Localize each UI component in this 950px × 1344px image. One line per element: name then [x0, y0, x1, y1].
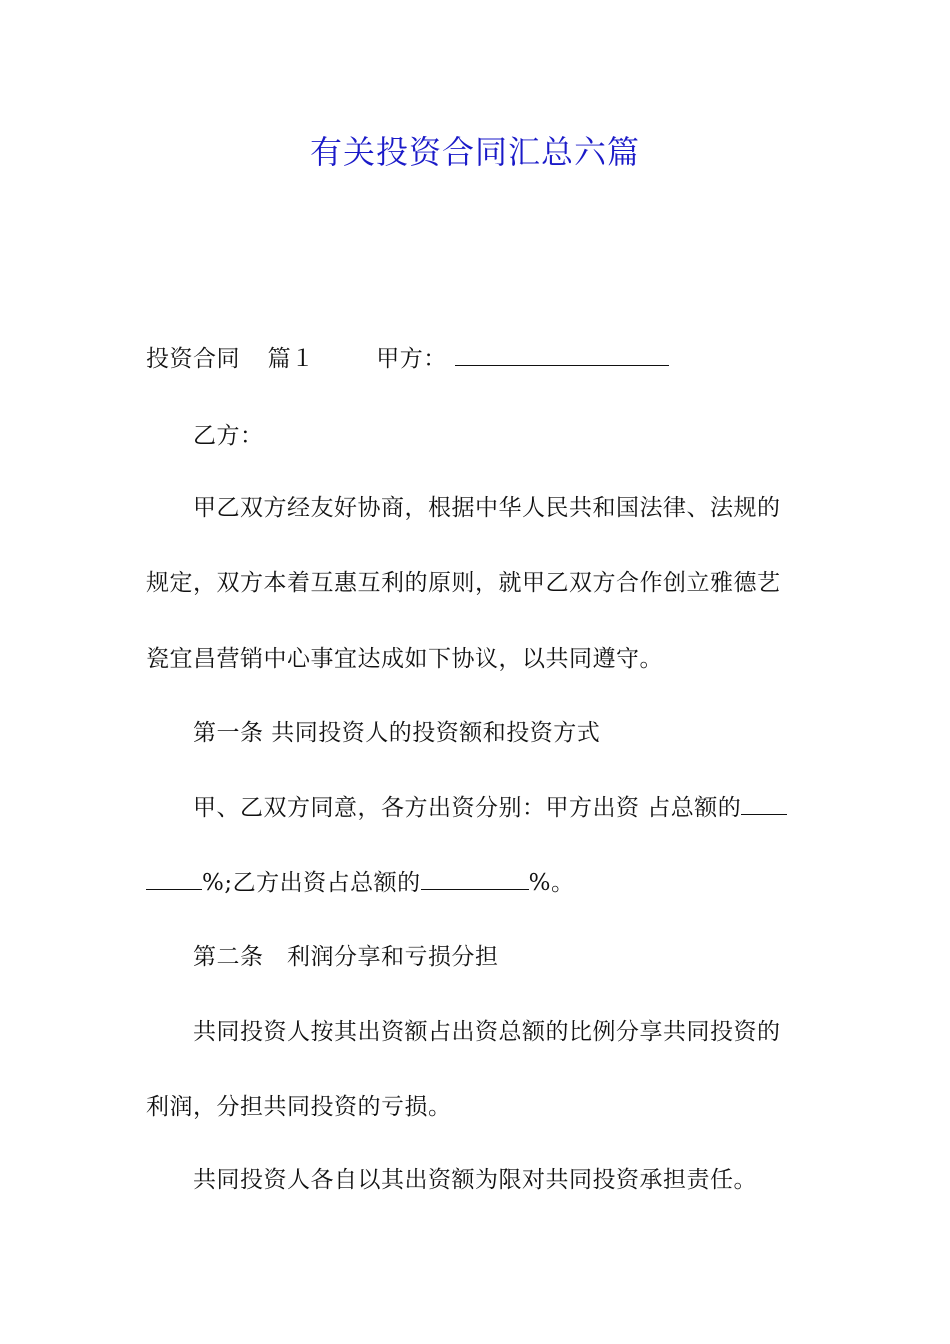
party-a-label: 甲方：	[376, 346, 447, 372]
article2-paragraph-line1: 共同投资人按其出资额占出资总额的比例分享共同投资的	[193, 1019, 781, 1045]
article2-liability: 共同投资人各自以其出资额为限对共同投资承担责任。	[193, 1167, 757, 1193]
paragraph1-line2: 规定，双方本着互惠互利的原则，就甲乙双方合作创立雅德艺	[146, 570, 781, 596]
contract-heading-line	[146, 343, 806, 375]
paragraph1-line3: 瓷宜昌营销中心事宜达成如下协议，以共同遵守。	[146, 646, 663, 672]
article2-heading: 第二条 利润分享和亏损分担	[193, 944, 499, 970]
article1-text-line2	[146, 867, 806, 899]
article1-text-part1: 甲、乙双方同意，各方出资分别：甲方出资 占总额的	[193, 795, 742, 821]
party-a-blank	[455, 343, 669, 366]
share-a-blank-start	[741, 792, 787, 815]
article1-text-part2: %;乙方出资占总额的	[202, 870, 421, 896]
article1-heading: 第一条 共同投资人的投资额和投资方式	[193, 720, 601, 746]
share-a-blank-end	[146, 867, 202, 890]
article1-text-line1	[193, 792, 806, 824]
paragraph1-line1: 甲乙双方经友好协商，根据中华人民共和国法律、法规的	[193, 495, 781, 521]
contract-heading: 投资合同	[146, 346, 240, 372]
share-b-blank	[421, 867, 529, 890]
document-title: 有关投资合同汇总六篇	[309, 133, 640, 171]
article2-paragraph-line2: 利润，分担共同投资的亏损。	[146, 1094, 452, 1120]
part-label: 篇１	[267, 346, 315, 372]
party-b-label: 乙方：	[193, 423, 264, 449]
article1-text-part3: %。	[528, 870, 575, 896]
